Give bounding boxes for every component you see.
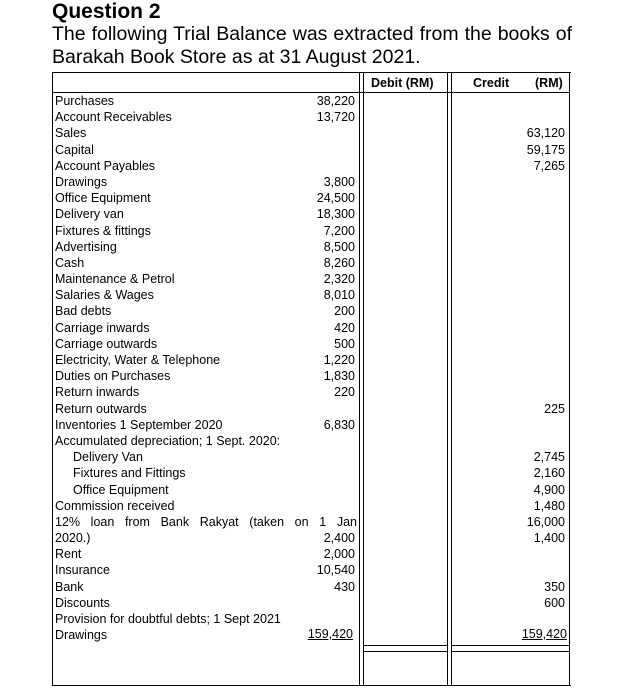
debit-amount: 8,260	[323, 255, 355, 270]
table-row	[53, 239, 569, 255]
table-row	[53, 384, 569, 400]
table-row	[53, 174, 569, 190]
table-row	[53, 546, 569, 562]
debit-amount: 38,220	[316, 94, 355, 108]
table-row	[53, 109, 569, 125]
debit-amount: 24,500	[316, 191, 355, 206]
account-name: Carriage inwards	[55, 320, 150, 335]
debit-amount: 1,220	[323, 353, 355, 367]
debit-amount: 6,830	[323, 417, 355, 432]
account-name: Salaries & Wages	[55, 288, 154, 303]
account-name: Account Payables	[55, 158, 156, 173]
table-row	[53, 368, 569, 384]
debit-column-header: Debit (RM)	[371, 76, 434, 90]
credit-amount: 1,480	[533, 498, 565, 513]
debit-amount: 2,000	[323, 547, 355, 562]
credit-total-rule	[451, 645, 569, 646]
table-body	[53, 93, 569, 643]
account-name: Delivery van	[55, 207, 124, 222]
credit-amount: 1,400	[533, 531, 565, 546]
debit-amount: 3,800	[323, 174, 355, 189]
debit-amount: 2,400	[323, 531, 355, 546]
credit-amount: 63,120	[526, 126, 565, 141]
table-row	[53, 190, 569, 206]
account-name: Cash	[55, 255, 85, 270]
table-row	[53, 449, 569, 465]
account-name: Commission received	[55, 498, 175, 513]
debit-amount: 7,200	[323, 223, 355, 238]
credit-double-rule	[451, 651, 569, 652]
account-name: Sales	[55, 126, 87, 141]
account-name: Fixtures & fittings	[55, 223, 151, 238]
credit-amount: 59,175	[526, 142, 565, 157]
account-name: Insurance	[55, 563, 110, 578]
account-name: Drawings	[55, 628, 108, 643]
table-row	[53, 417, 569, 433]
credit-amount: 350	[544, 579, 565, 594]
credit-amount: 4,900	[533, 482, 565, 497]
debit-amount: 8,010	[323, 288, 355, 303]
question-heading: Question 2	[52, 0, 161, 23]
table-row	[53, 611, 569, 627]
account-name: Account Receivables	[55, 110, 172, 125]
table-row	[53, 465, 569, 481]
table-row	[53, 498, 569, 514]
credit-column-header: Credit	[473, 76, 510, 90]
table-row	[53, 433, 569, 449]
account-name: Office Equipment	[55, 191, 151, 206]
credit-amount: 2,160	[533, 466, 565, 481]
account-name: Bank	[55, 579, 84, 594]
debit-amount: 2,320	[323, 272, 355, 287]
account-name: Purchases	[55, 94, 115, 108]
table-row	[53, 223, 569, 239]
account-name: Accumulated depreciation; 1 Sept. 2020:	[55, 433, 281, 448]
table-row	[53, 514, 569, 530]
credit-total: 159,420	[521, 627, 567, 641]
debit-amount: 220	[334, 385, 355, 400]
account-name: Bad debts	[55, 304, 112, 319]
account-name: Provision for doubtful debts; 1 Sept 2021	[55, 612, 281, 626]
debit-total-rule	[363, 645, 447, 646]
credit-amount: 600	[544, 595, 565, 610]
table-row	[53, 255, 569, 271]
account-name: Duties on Purchases	[55, 369, 171, 384]
table-row	[53, 530, 569, 546]
table-row	[53, 579, 569, 595]
account-name: Inventories 1 September 2020	[55, 417, 223, 432]
table-row	[53, 271, 569, 287]
column-divider	[569, 73, 570, 685]
table-row	[53, 352, 569, 368]
account-name: Rent	[55, 547, 82, 562]
debit-amount: 1,830	[323, 369, 355, 384]
debit-amount: 430	[334, 579, 355, 594]
debit-amount: 13,720	[316, 110, 355, 125]
debit-amount: 8,500	[323, 239, 355, 254]
table-row	[53, 595, 569, 611]
debit-double-rule	[363, 651, 447, 652]
credit-amount: 16,000	[526, 514, 565, 529]
account-name: Return outwards	[55, 401, 147, 416]
account-name: Office Equipment	[73, 482, 169, 497]
debit-amount: 500	[334, 336, 355, 351]
table-row	[53, 401, 569, 417]
account-name: 2020.)	[55, 531, 91, 546]
table-row	[53, 206, 569, 222]
table-row	[53, 125, 569, 141]
credit-unit-header: (RM)	[535, 76, 563, 90]
account-name: Return inwards	[55, 385, 140, 400]
table-row	[53, 482, 569, 498]
table-row	[53, 287, 569, 303]
account-name: Maintenance & Petrol	[55, 272, 175, 287]
table-row	[53, 142, 569, 158]
debit-total: 159,420	[307, 627, 353, 641]
debit-amount: 18,300	[316, 207, 355, 222]
credit-amount: 225	[544, 401, 565, 416]
account-name: Carriage outwards	[55, 336, 158, 351]
account-name: Electricity, Water & Telephone	[55, 353, 221, 367]
table-row	[53, 303, 569, 319]
account-name: Discounts	[55, 595, 110, 610]
account-name: Drawings	[55, 174, 108, 189]
table-row	[53, 158, 569, 174]
question-intro: The following Trial Balance was extracted from the books of Barakah Book Store as at 31 August 2021.	[52, 23, 572, 68]
account-name: 12% loan from Bank Rakyat (taken on 1 Jan	[55, 514, 357, 529]
table-row	[53, 336, 569, 352]
table-row	[53, 562, 569, 578]
account-name: Delivery Van	[73, 450, 143, 465]
debit-amount: 420	[334, 320, 355, 335]
table-row	[53, 93, 569, 109]
account-name: Capital	[55, 142, 94, 157]
account-name: Fixtures and Fittings	[73, 466, 186, 481]
debit-amount: 200	[334, 304, 355, 319]
debit-amount: 10,540	[316, 563, 355, 578]
trial-balance-table	[52, 72, 571, 686]
account-name: Advertising	[55, 239, 117, 254]
credit-amount: 7,265	[533, 158, 565, 173]
credit-amount: 2,745	[533, 450, 565, 465]
table-row	[53, 320, 569, 336]
